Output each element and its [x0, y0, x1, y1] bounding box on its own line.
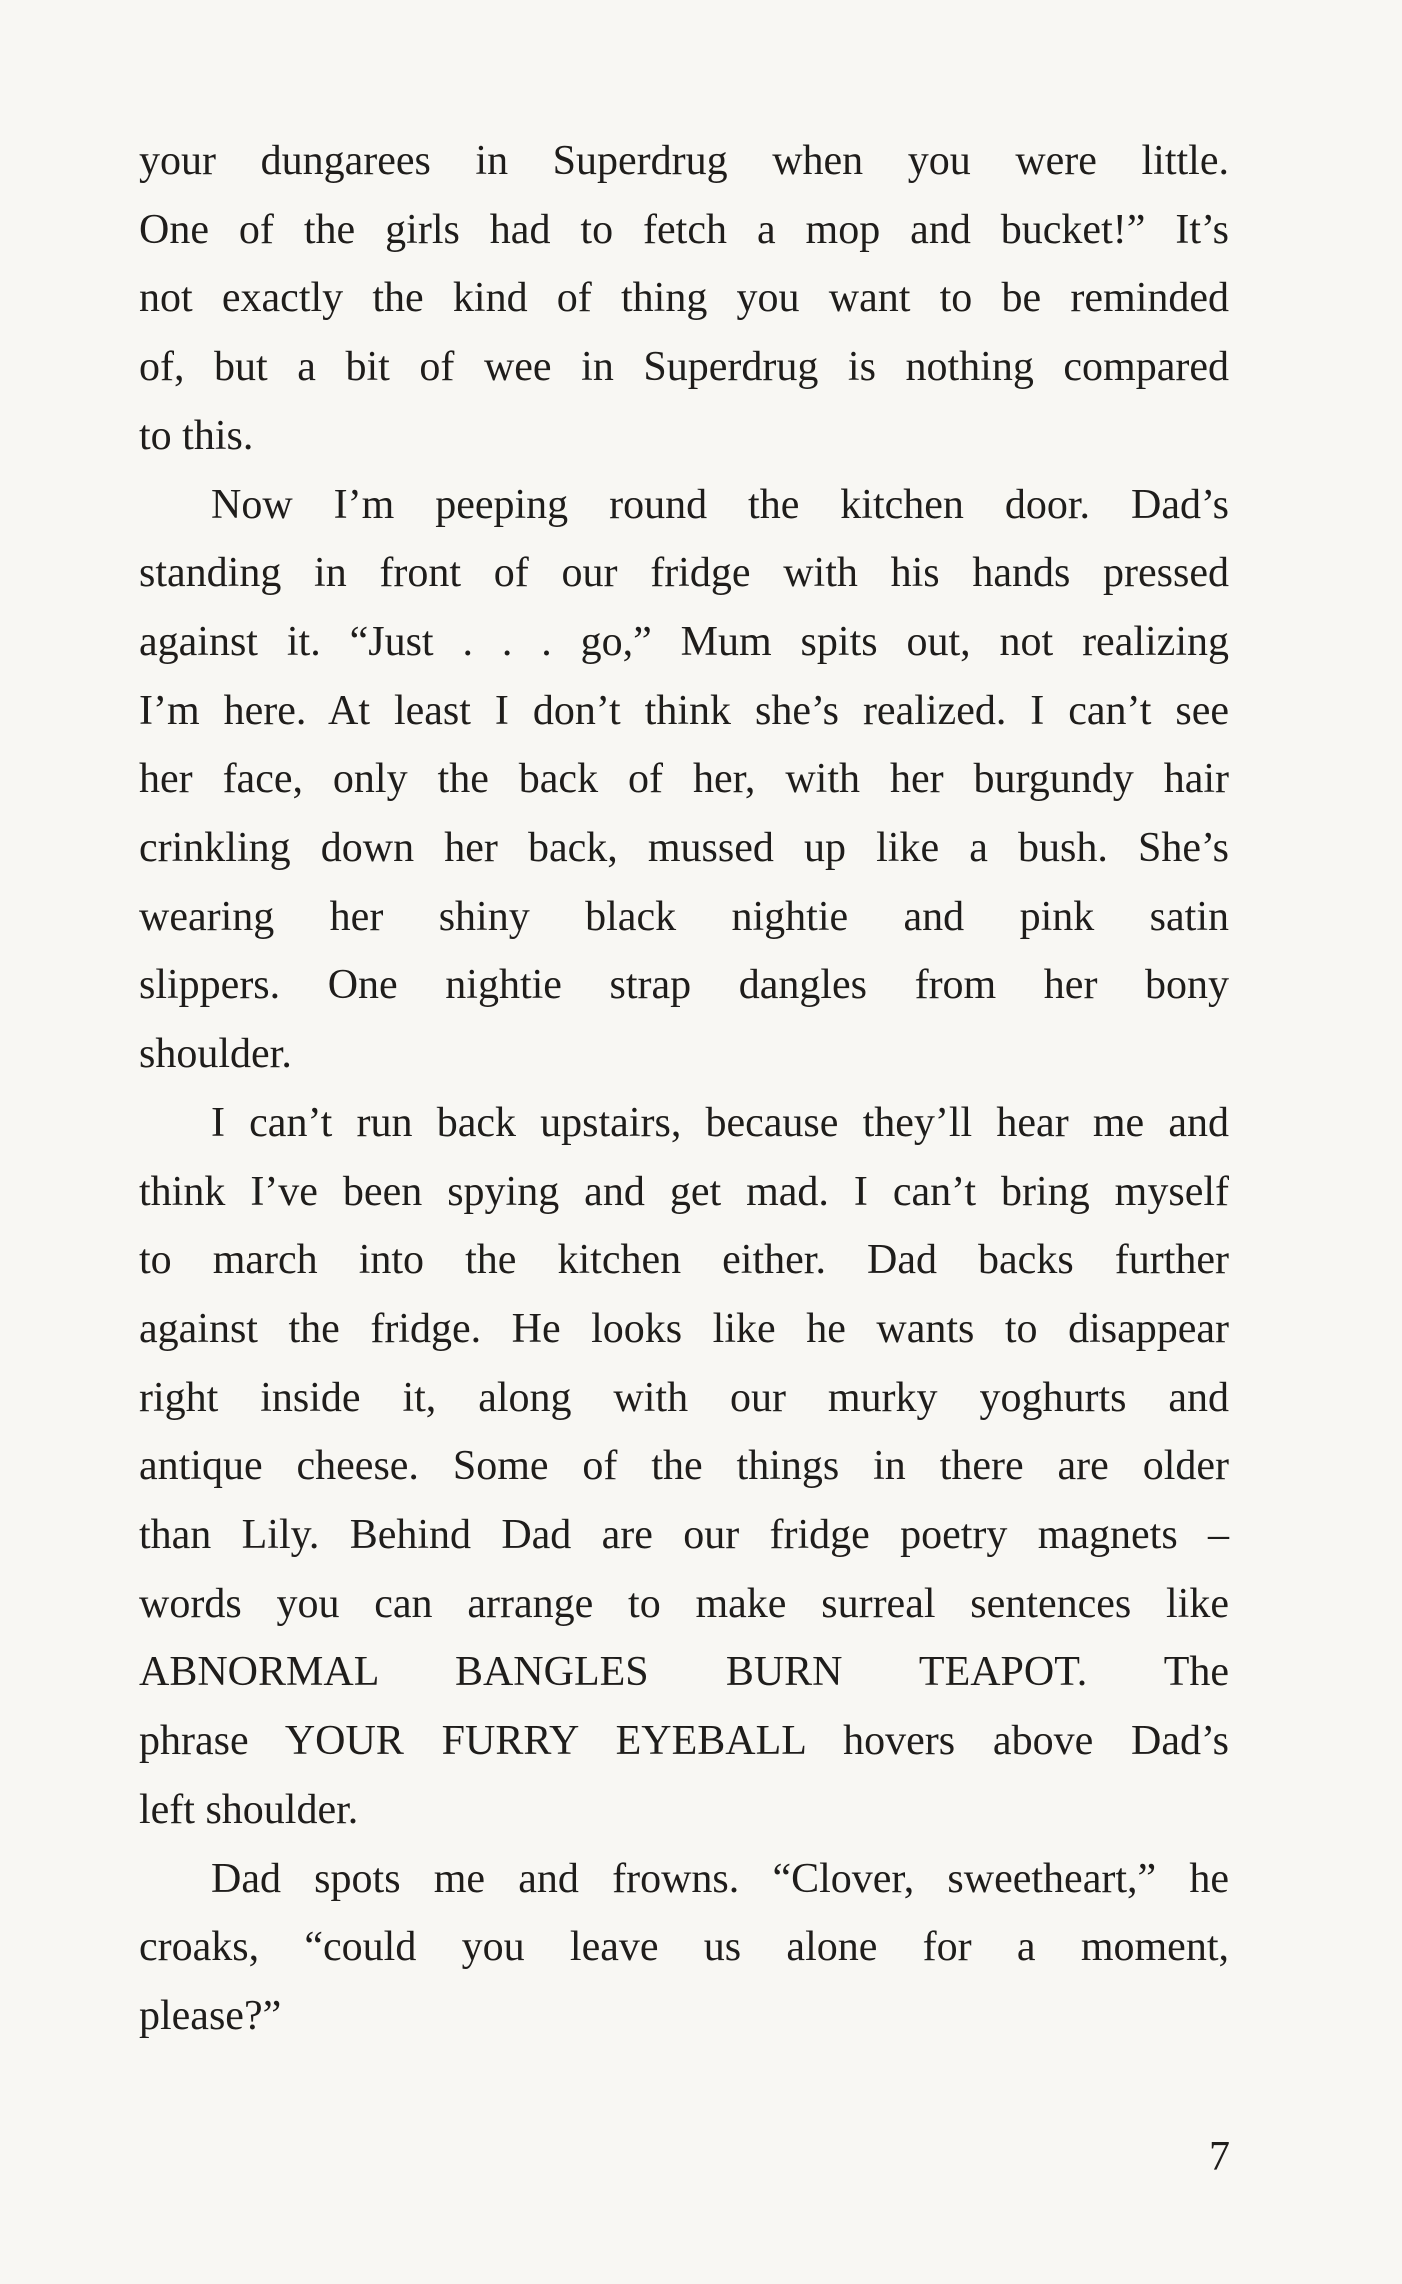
paragraph-start-line: I can’t run back upstairs, because they’ll hear me and: [211, 1099, 1229, 1146]
text-line: croaks, “could you leave us alone for a moment,: [139, 1924, 1229, 1971]
text-line: words you can arrange to make surreal sentences like: [139, 1580, 1229, 1627]
paragraph-start-line: Dad spots me and frowns. “Clover, sweetheart,” he: [211, 1855, 1229, 1902]
text-line: please?”: [139, 1992, 282, 2039]
text-line: her face, only the back of her, with her burgundy hair: [139, 756, 1229, 803]
page-number: 7: [1209, 2134, 1230, 2180]
text-line: slippers. One nightie strap dangles from her bony: [139, 962, 1229, 1009]
text-line: One of the girls had to fetch a mop and bucket!” It’s: [139, 206, 1229, 253]
text-line: wearing her shiny black nightie and pink satin: [139, 893, 1229, 940]
text-line: left shoulder.: [139, 1786, 359, 1833]
text-line: shoulder.: [139, 1031, 292, 1078]
text-line: of, but a bit of wee in Superdrug is nothing compared: [139, 344, 1229, 391]
text-line: right inside it, along with our murky yoghurts and: [139, 1374, 1229, 1421]
text-line: standing in front of our fridge with his hands pressed: [139, 550, 1229, 597]
text-line: I’m here. At least I don’t think she’s realized. I can’t see: [139, 687, 1229, 734]
text-line: than Lily. Behind Dad are our fridge poetry magnets –: [139, 1512, 1229, 1558]
text-line: to this.: [139, 412, 254, 459]
text-line: crinkling down her back, mussed up like a bush. She’s: [139, 825, 1229, 871]
text-line: think I’ve been spying and get mad. I can’t bring myself: [139, 1168, 1229, 1215]
text-line: against the fridge. He looks like he wants to disappear: [139, 1305, 1229, 1352]
text-line: phrase YOUR FURRY EYEBALL hovers above Dad’s: [139, 1718, 1229, 1765]
text-line: ABNORMAL BANGLES BURN TEAPOT. The: [139, 1649, 1229, 1696]
paragraph-start-line: Now I’m peeping round the kitchen door. Dad’s: [211, 481, 1229, 528]
text-line: against it. “Just . . . go,” Mum spits out, not realizing: [139, 618, 1229, 665]
text-line: antique cheese. Some of the things in there are older: [139, 1443, 1229, 1490]
text-line: your dungarees in Superdrug when you were little.: [139, 138, 1229, 184]
text-line: not exactly the kind of thing you want to be reminded: [139, 275, 1229, 322]
text-line: to march into the kitchen either. Dad backs further: [139, 1237, 1229, 1284]
